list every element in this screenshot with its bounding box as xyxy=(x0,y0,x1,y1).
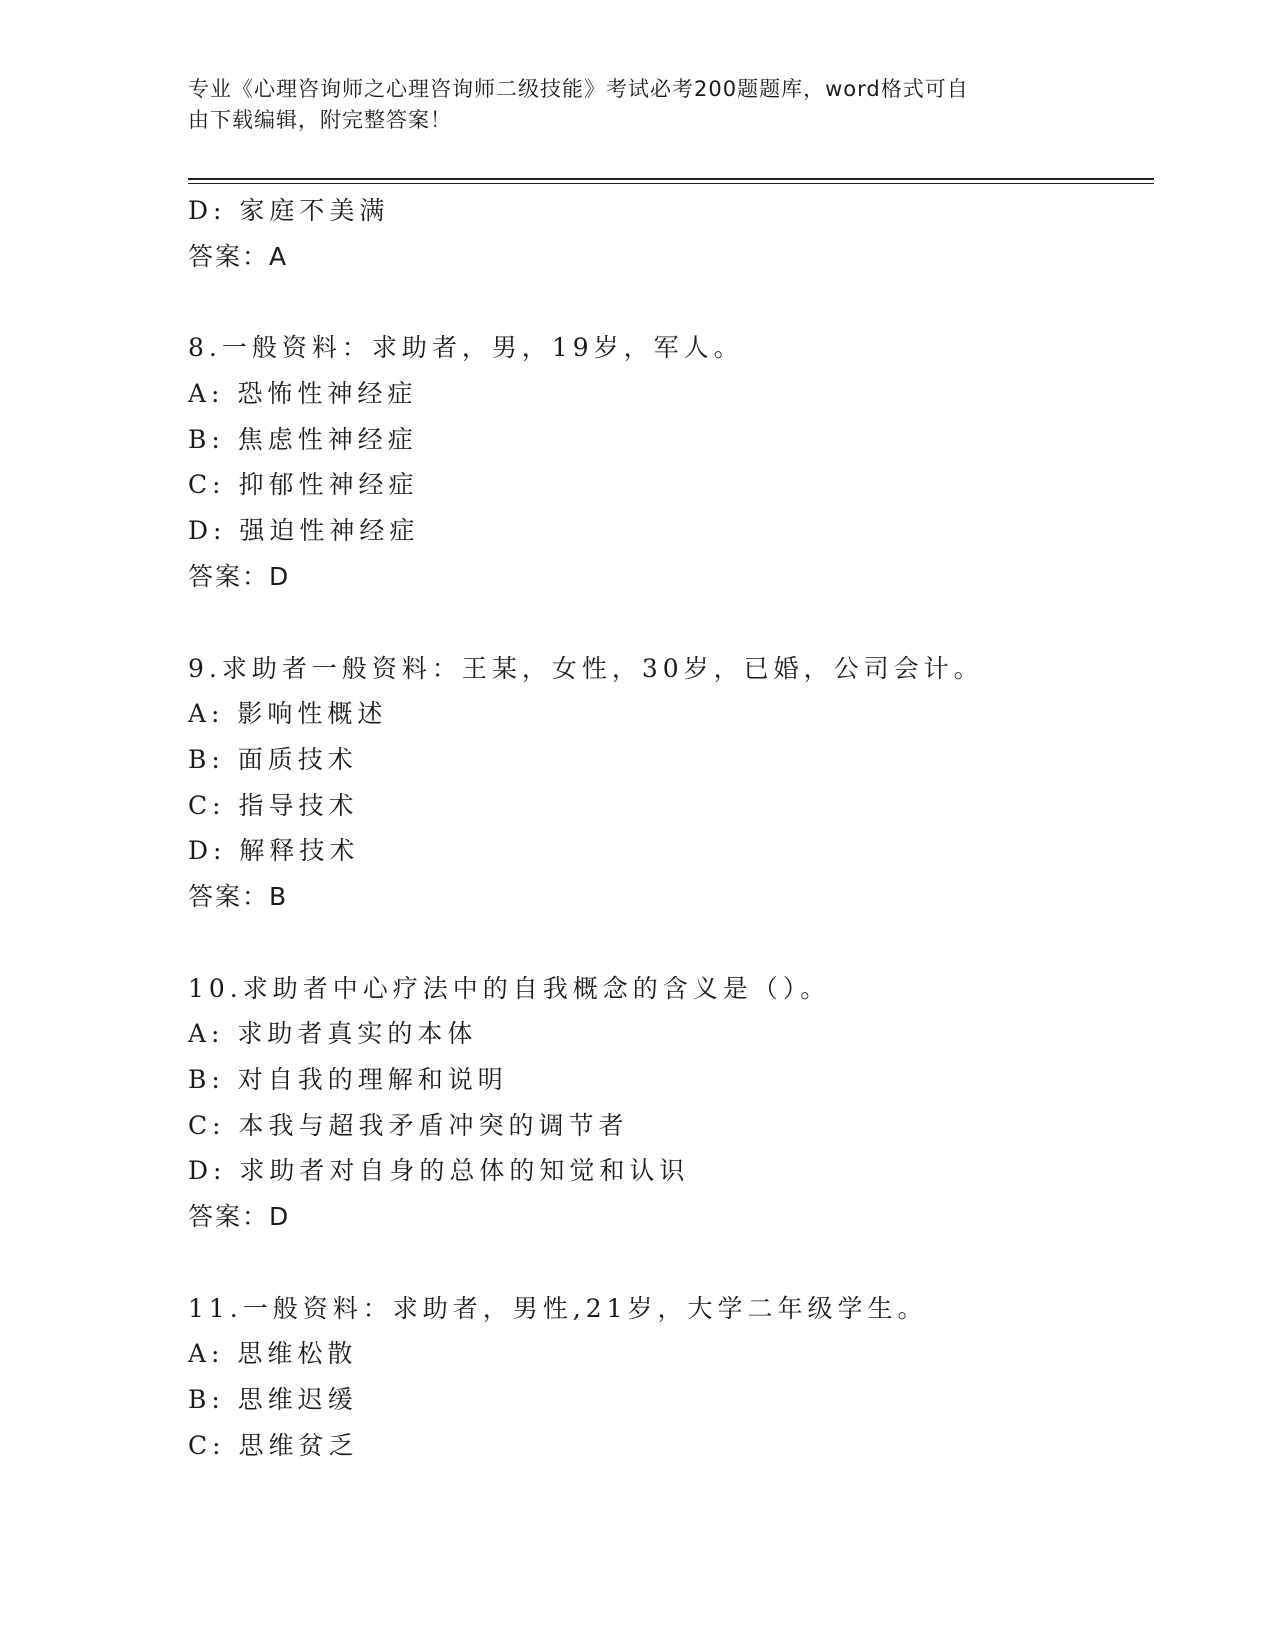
header-rule-thick xyxy=(188,178,1154,180)
spacer xyxy=(188,920,1154,966)
header-rule-thin xyxy=(188,183,1154,184)
question-stem: 8.一般资料：求助者，男，19岁，军人。 xyxy=(188,333,744,363)
question-block xyxy=(188,325,1154,599)
option-c: C: 指导技术 xyxy=(188,790,359,820)
spacer xyxy=(188,279,1154,325)
option-d: D: 求助者对自身的总体的知觉和认识 xyxy=(188,1156,690,1186)
option-d: D: 家庭不美满 xyxy=(188,196,390,225)
option-a: A: 影响性概述 xyxy=(188,699,388,729)
answer-line: 答案：A xyxy=(188,241,289,271)
option-c: C: 抑郁性神经症 xyxy=(188,470,419,500)
answer-line: 答案：B xyxy=(188,881,289,911)
option-d: D: 强迫性神经症 xyxy=(188,516,420,546)
answer-line: 答案：D xyxy=(188,561,291,591)
option-a: A: 恐怖性神经症 xyxy=(188,379,418,409)
spacer xyxy=(188,1240,1154,1286)
option-b: B: 思维迟缓 xyxy=(188,1385,358,1415)
option-c: C: 思维贫乏 xyxy=(188,1430,359,1460)
option-b: B: 面质技术 xyxy=(188,744,358,774)
option-d: D: 解释技术 xyxy=(188,836,360,866)
question-stem: 11.一般资料：求助者，男性,21岁，大学二年级学生。 xyxy=(188,1293,928,1323)
question-stem: 10.求助者中心疗法中的自我概念的含义是（）。 xyxy=(188,973,831,1003)
question-stem: 9.求助者一般资料：王某，女性，30岁，已婚，公司会计。 xyxy=(188,653,984,683)
question-block xyxy=(188,1286,1154,1469)
question-block xyxy=(188,646,1154,920)
answer-line: 答案：D xyxy=(188,1202,291,1232)
question-block xyxy=(188,966,1154,1240)
header-line-2: 由下载编辑，附完整答案！ xyxy=(188,108,452,132)
option-b: B: 焦虑性神经症 xyxy=(188,424,418,454)
question-block xyxy=(188,188,1154,279)
question-list xyxy=(188,188,1154,1469)
document-header xyxy=(188,74,1088,136)
option-b: B: 对自我的理解和说明 xyxy=(188,1065,508,1094)
header-line-1: 专业《心理咨询师之心理咨询师二级技能》考试必考200题题库，word格式可自 xyxy=(188,77,969,101)
spacer xyxy=(188,600,1154,646)
option-a: A: 思维松散 xyxy=(188,1339,358,1369)
option-c: C: 本我与超我矛盾冲突的调节者 xyxy=(188,1110,629,1140)
option-a: A: 求助者真实的本体 xyxy=(188,1019,478,1049)
